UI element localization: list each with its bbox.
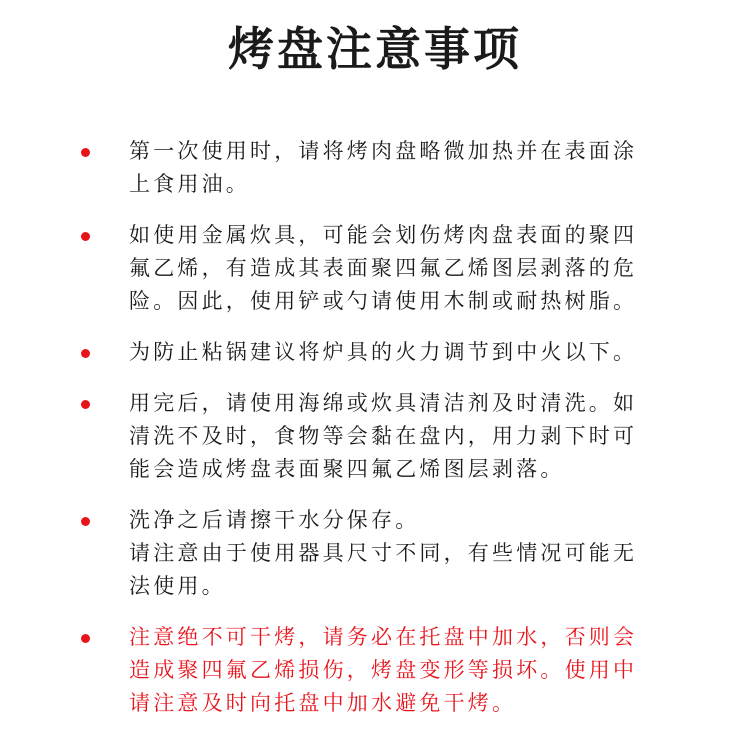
note-text-line: 法使用。 [129,574,226,598]
note-item-metal-utensils [0,219,750,318]
note-text-line: 上食用油。 [129,172,250,196]
note-text-line: 用完后，请使用海绵或炊具清洁剂及时清洗。如 [129,391,638,415]
note-text-line: 第一次使用时，请将烤肉盘略微加热并在表面涂 [129,139,638,163]
warning-text-line: 注意绝不可干烤，请务必在托盘中加水，否则会 [129,625,638,649]
note-item-heat-level [0,336,750,369]
bullet-dot-icon [81,349,90,358]
note-text-line: 洗净之后请擦干水分保存。 [129,508,420,532]
notes-list [0,135,750,738]
note-text-line: 为防止粘锅建议将炉具的火力调节到中火以下。 [129,340,638,364]
warning-text-line: 请注意及时向托盘中加水避免干烤。 [129,691,517,715]
bullet-dot-icon [81,634,90,643]
note-item-storage [0,504,750,603]
note-text-line: 氟乙烯，有造成其表面聚四氟乙烯图层剥落的危 [129,256,638,280]
page-title: 烤盘注意事项 [228,22,522,76]
bullet-dot-icon [81,400,90,409]
note-text-line: 请注意由于使用器具尺寸不同，有些情况可能无 [129,541,638,565]
note-text-line: 险。因此，使用铲或勺请使用木制或耐热树脂。 [129,289,638,313]
bullet-dot-icon [81,148,90,157]
note-text-line: 清洗不及时，食物等会黏在盘内，用力剥下时可 [129,424,638,448]
note-text-line: 如使用金属炊具，可能会划伤烤肉盘表面的聚四 [129,223,638,247]
bullet-dot-icon [81,517,90,526]
bullet-dot-icon [81,232,90,241]
note-text-line: 能会造成烤盘表面聚四氟乙烯图层剥落。 [129,457,565,481]
note-item-warning-dry-heating [0,621,750,720]
note-item-first-use [0,135,750,201]
note-item-cleaning [0,387,750,486]
warning-text-line: 造成聚四氟乙烯损伤，烤盘变形等损坏。使用中 [129,658,638,682]
